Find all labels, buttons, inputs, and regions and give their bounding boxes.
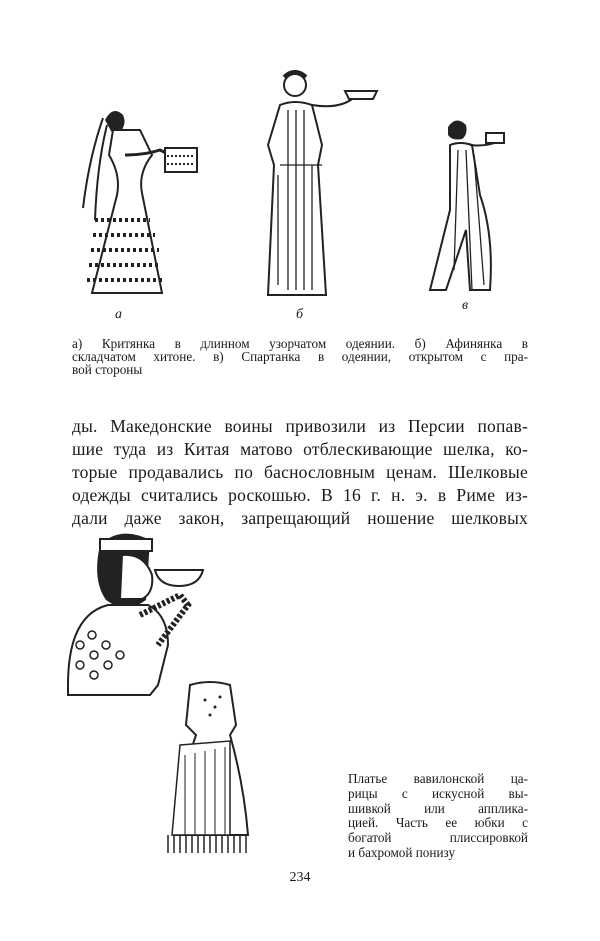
caption-line: и бахромой понизу [348,844,456,860]
caption-line: Платье вавилонской ца- [348,771,528,786]
caption-line: а) Критянка в длинном узорчатом одеянии. б) Афинянка в [72,336,528,351]
body-line: торые продавались по баснословным ценам. Шелковые [72,462,528,482]
illustration-spartan-woman [420,115,520,305]
body-line: дали даже закон, запрещающий ношение шелковых [72,508,528,528]
figure-label-a: а [115,307,122,322]
body-text [72,415,528,530]
caption-line: рицы с искусной вы- [348,785,528,801]
figure-caption-top [72,337,528,377]
illustration-babylonian-queen [60,525,280,865]
figure-label-b: б [296,307,304,322]
caption-line: вой стороны [72,362,143,378]
body-line: шие туда из Китая матово отблескивающие шелка, ко- [72,439,528,459]
body-line: одежды считались роскошью. В 16 г. н. э. в Риме из- [72,485,528,505]
figure-label-v: в [462,298,469,313]
page-number: 234 [289,870,311,885]
illustration-cretan-woman [65,100,205,310]
caption-line: складчатом хитоне. в) Спартанка в одеянии, открытом с пра- [72,349,528,365]
body-line: ды. Македонские воины привозили из Персии попав- [72,416,528,436]
figure-caption-bottom [348,772,528,861]
caption-line: богатой плиссировкой [348,830,528,846]
illustration-athenian-woman [250,65,390,305]
caption-line: цией. Часть ее юбки с [348,815,528,831]
caption-line: шивкой или апплика- [348,800,528,816]
